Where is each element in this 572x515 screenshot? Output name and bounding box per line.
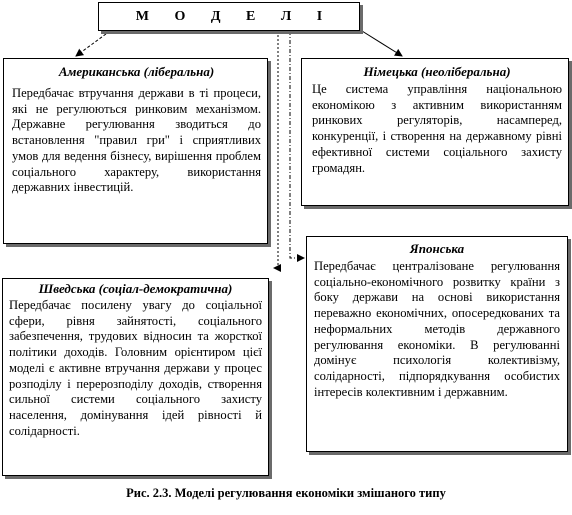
german-model-text: Це система управління національною економікою з активним використанням ринкових регуляторів, насамперед, конкуренції, і створення на державному рівні ефективної системи соціального захисту громадян. bbox=[312, 82, 562, 175]
figure-caption: Рис. 2.3. Моделі регулювання економіки змішаного типу bbox=[126, 486, 446, 500]
japanese-model-box bbox=[306, 236, 568, 452]
swedish-model-text: Передбачає посилену увагу до соціальної сфери, рівня зайнятості, соціального забезпечення, трудових відносин та жорсткої політики доходів. Головним орієнтиром цієї моделі є активне втручання держави у процес розподілу і перерозподілу доходів, створення сильної системи соціального захисту населення, домінування ідей рівності й солідарності. bbox=[9, 298, 262, 438]
german-model-heading: Німецька (неоліберальна) bbox=[363, 64, 511, 79]
models-title: М О Д Е Л І bbox=[135, 8, 334, 24]
german-model-box bbox=[301, 58, 569, 206]
connector-swedish bbox=[274, 31, 278, 268]
swedish-model-box bbox=[2, 278, 269, 476]
japanese-model-text: Передбачає централізоване регулювання соціально-економічного розвитку країни з боку держави на основі використання переважно економічних, опосередкованих та неформальних методів державного регулювання економіки. В регулюванні домінує психологія колективізму, солідарності, підпорядкування особистих інтересів колективним і державним. bbox=[314, 259, 560, 399]
japanese-model-heading: Японська bbox=[409, 241, 465, 256]
connector-german bbox=[362, 31, 402, 56]
connector-american bbox=[76, 31, 110, 56]
swedish-model-heading: Шведська (соціал-демократична) bbox=[38, 281, 233, 296]
models-title-box bbox=[98, 2, 360, 31]
american-model-heading: Американська (ліберальна) bbox=[58, 64, 215, 79]
american-model-text: Передбачає втручання держави в ті процеси, які не регулюються ринковим механізмом. Державне регулювання зводиться до встановлення "правил гри" і сприятливих умов для ведення бізнесу, вирішення проблем соціального характеру, використання державних інвестицій. bbox=[12, 86, 261, 195]
american-model-box bbox=[3, 58, 268, 244]
